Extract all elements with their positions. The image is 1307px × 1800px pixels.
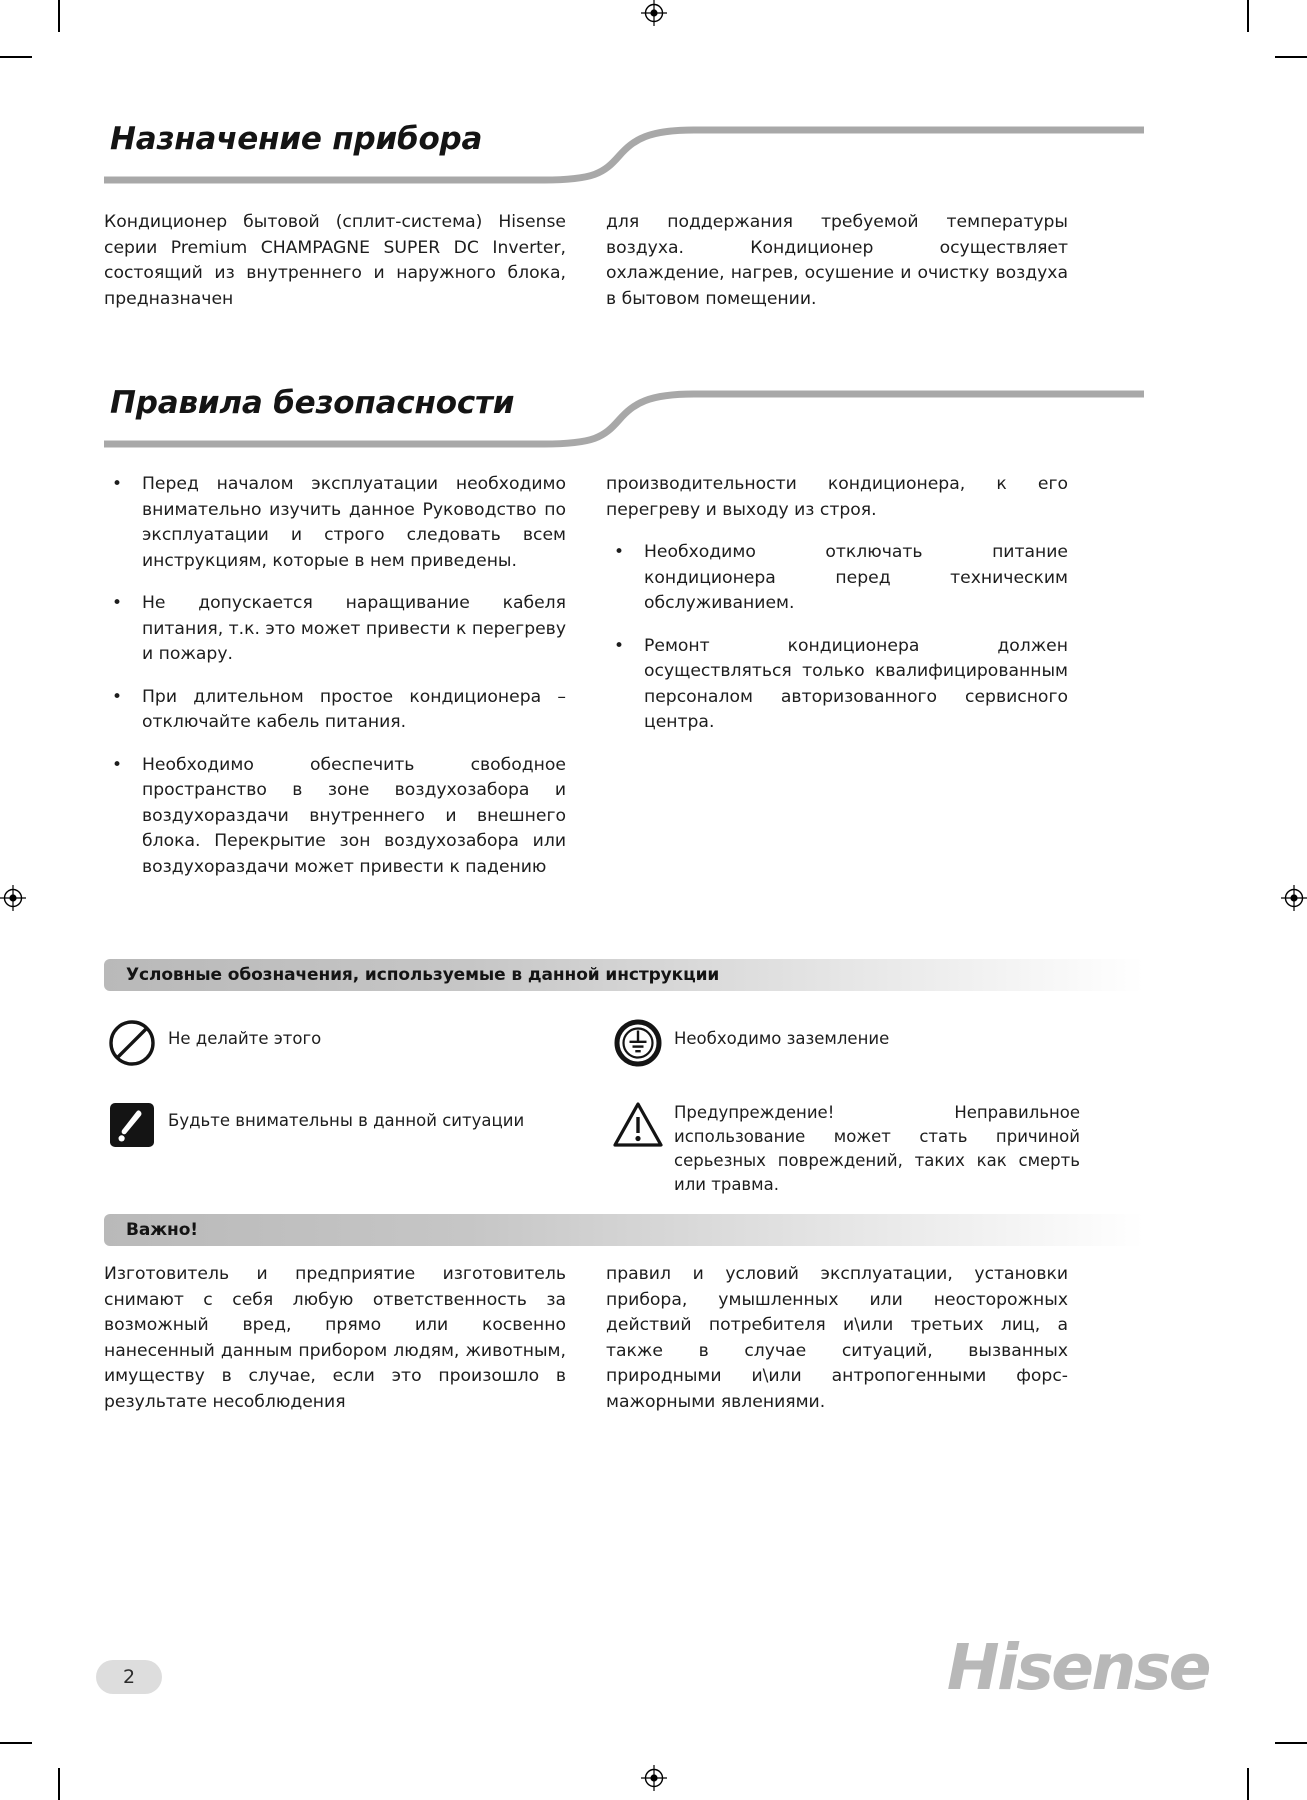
section-title-safety: Правила безопасности [110,385,515,421]
safety-left-bullet-list [104,472,566,880]
legend-item-label: Будьте внимательны в данной ситуации [168,1111,525,1130]
caution-exclamation-icon [104,1097,160,1153]
purpose-body-columns [104,210,1068,312]
page-number-badge [96,1660,162,1694]
crop-mark-bottom-right-vertical [1247,1768,1249,1800]
crop-mark-bottom-left-vertical [58,1768,60,1800]
crop-mark-top-left-vertical [58,0,60,32]
legend-item-grounding [610,1015,1080,1071]
list-item [104,753,566,881]
purpose-left-paragraph: Кондиционер бытовой (сплит-система) Hisense серии Premium CHAMPAGNE SUPER DC Inverter, состоящий из внутреннего и наружного блока, предназначен [104,212,566,309]
grounding-icon [610,1015,666,1071]
list-item-text: Перед началом эксплуатации необходимо внимательно изучить данное Руководство по эксплуатации и строго следовать всем инструкциям, которые в нем приведены. [142,474,566,571]
legend-item-prohibition [104,1015,574,1071]
list-item [606,540,1068,617]
important-body-columns [104,1262,1068,1415]
legend-item-label: Не делайте этого [168,1029,322,1048]
symbols-section-bar [104,959,1144,991]
list-item [104,591,566,668]
section-heading-purpose [104,118,1144,192]
legend-item-label: Предупреждение! Неправильное использование может стать причиной серьезных повреждений, таких как смерть или травма. [674,1103,1080,1194]
legend-item-label: Необходимо заземление [674,1029,890,1048]
safety-left-column [104,472,566,880]
hisense-logo: Hisense [946,1631,1209,1704]
bullet-dot-icon: • [614,635,625,656]
safety-right-column [606,472,1068,880]
crop-mark-bottom-left-horizontal [0,1742,32,1744]
purpose-left-column [104,210,566,312]
section-title-purpose: Назначение прибора [110,121,483,157]
registration-mark-bottom [641,1765,667,1791]
list-item [104,472,566,574]
list-item-text: Необходимо отключать питание кондиционера перед техническим обслуживанием. [644,542,1068,613]
section-heading-safety [104,382,1144,456]
important-left-paragraph: Изготовитель и предприятие изготовитель снимают с себя любую ответственность за возможный вред, прямо или косвенно нанесенный данным прибором людям, животным, имуществу в случае, если это произошло в результате несоблюдения [104,1264,566,1412]
crop-mark-bottom-right-horizontal [1275,1742,1307,1744]
bullet-dot-icon: • [112,593,123,613]
bullet-dot-icon: • [112,474,123,494]
list-item-text: Необходимо обеспечить свободное пространство в зоне воздухозабора и воздухораздачи внутреннего и внешнего блока. Перекрытие зон воздухозабора или воздухораздачи может привести к падению [142,754,566,877]
safety-right-bullet-list [606,540,1068,736]
registration-mark-top [641,0,667,26]
symbols-legend-right-column [610,1015,1080,1223]
safety-continued-paragraph: производительности кондиционера, к его перегреву и выходу из строя. [606,474,1068,520]
important-left-column [104,1262,566,1415]
list-item-text: Не допускается наращивание кабеля питания, т.к. это может привести к перегреву и пожару. [142,593,566,664]
list-item-text: При длительном простое кондиционера – отключайте кабель питания. [142,686,566,732]
purpose-right-paragraph: для поддержания требуемой температуры воздуха. Кондиционер осуществляет охлаждение, нагрев, осушение и очистку воздуха в бытовом помещении. [606,212,1068,309]
prohibition-icon [104,1015,160,1071]
important-section-bar-label: Важно! [126,1220,198,1240]
important-section-bar [104,1214,1144,1246]
bullet-dot-icon: • [112,754,123,775]
legend-item-warning [610,1097,1080,1197]
bullet-dot-icon: • [614,542,625,562]
symbols-section-bar-label: Условные обозначения, используемые в данной инструкции [126,965,720,985]
warning-triangle-icon [610,1097,666,1153]
list-item-text: Ремонт кондиционера должен осуществляться только квалифицированным персоналом авторизованного сервисного центра. [644,635,1068,732]
important-right-paragraph: правил и условий эксплуатации, установки прибора, умышленных или неосторожных действий потребителя и\или третьих лиц, а также в случае ситуаций, вызванных природными и\или антропогенными форс-мажорными явлениями. [606,1264,1068,1412]
bullet-dot-icon: • [112,686,123,707]
crop-mark-top-right-horizontal [1275,56,1307,58]
important-right-column [606,1262,1068,1415]
registration-mark-right [1281,885,1307,911]
list-item [104,685,566,736]
crop-mark-top-left-horizontal [0,56,32,58]
crop-mark-top-right-vertical [1247,0,1249,32]
purpose-right-column [606,210,1068,312]
registration-mark-left [0,885,26,911]
list-item [606,634,1068,736]
safety-body-columns [104,472,1068,880]
legend-item-caution [104,1097,574,1153]
page-number-value: 2 [122,1666,136,1688]
symbols-legend-left-column [104,1015,574,1223]
symbols-legend [104,1015,1080,1223]
